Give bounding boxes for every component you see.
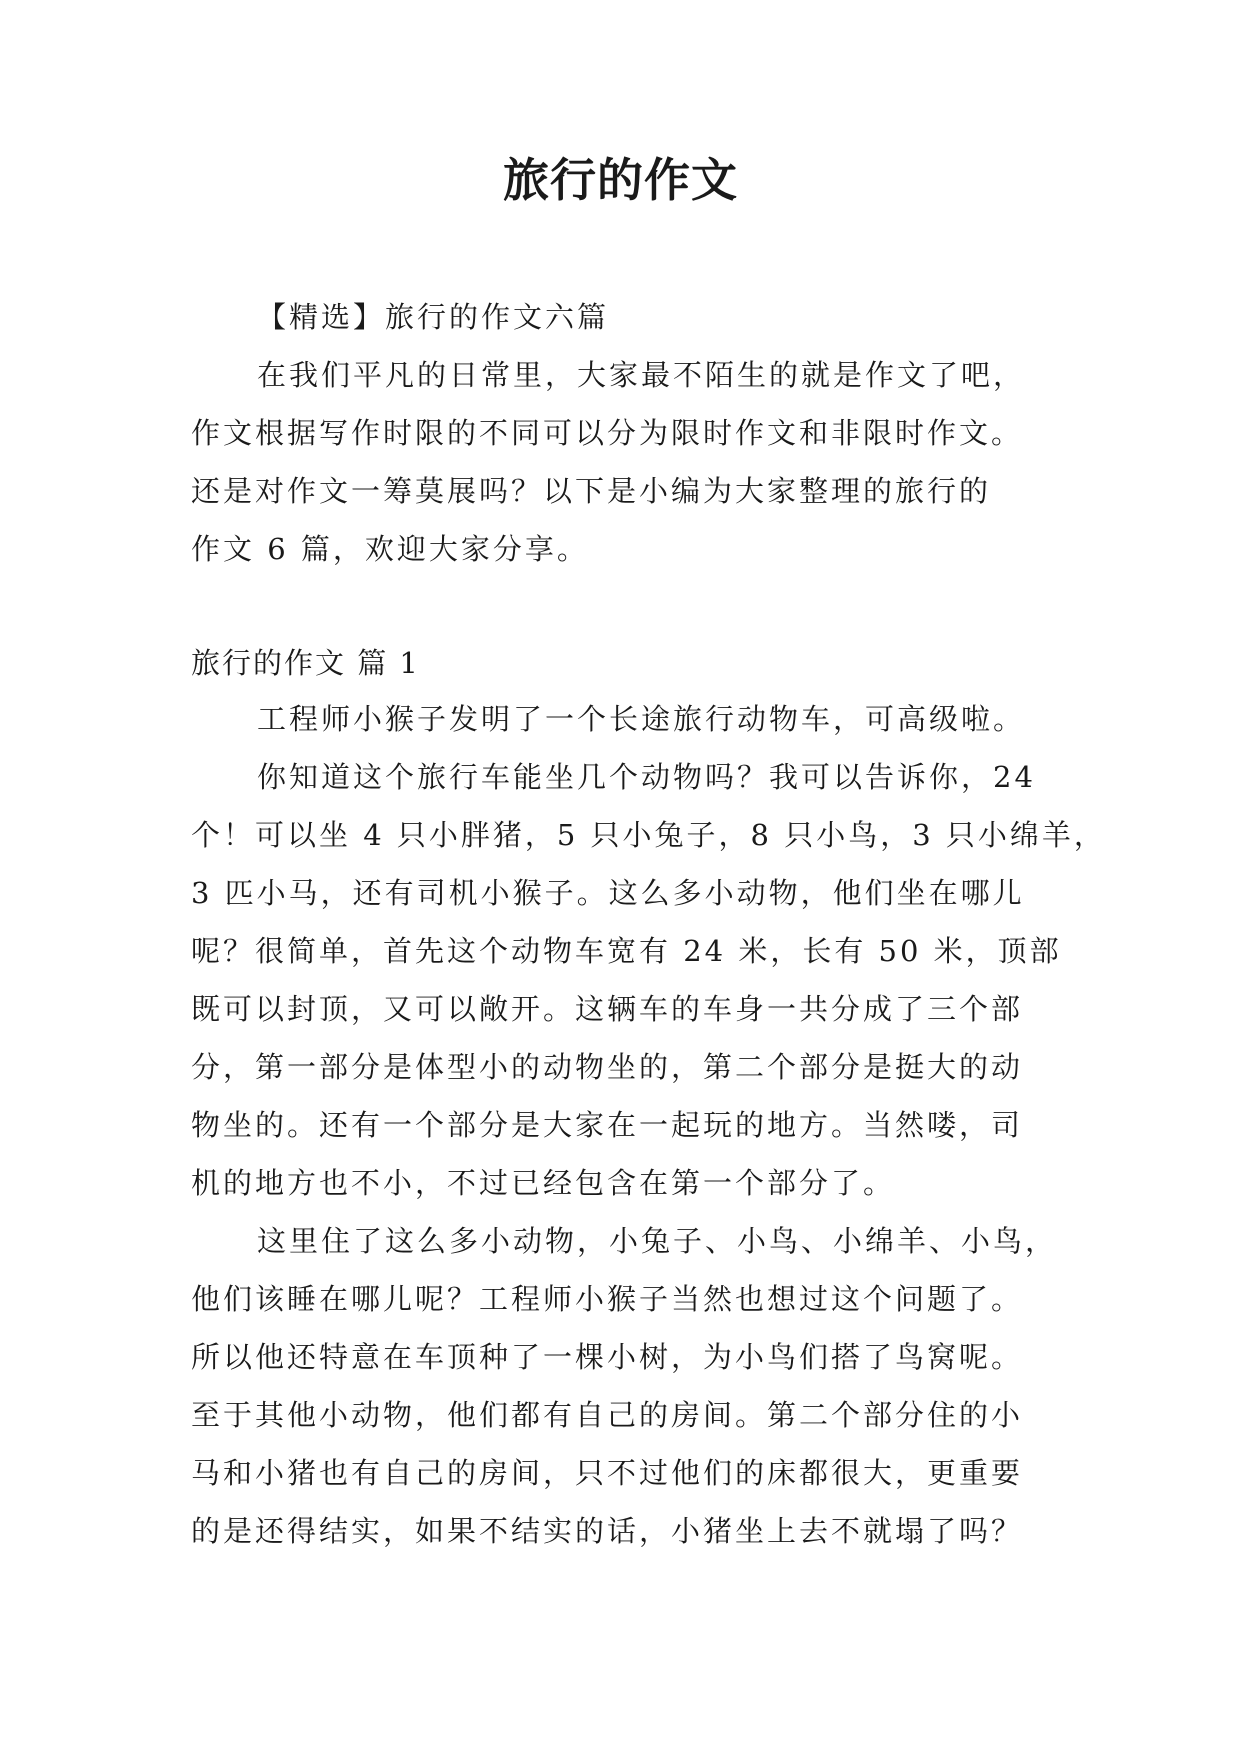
section-heading: 旅行的作文 篇 1 <box>191 646 420 680</box>
text-line: 这里住了这么多小动物，小兔子、小鸟、小绵羊、小鸟， <box>257 1224 1058 1258</box>
paragraph <box>191 1212 1071 1560</box>
intro-line: 在我们平凡的日常里，大家最不陌生的就是作文了吧， <box>257 358 1026 392</box>
text-line: 分，第一部分是体型小的动物坐的，第二个部分是挺大的动 <box>191 1050 1024 1084</box>
intro-line: 还是对作文一筹莫展吗？以下是小编为大家整理的旅行的 <box>191 474 992 508</box>
text-line: 他们该睡在哪儿呢？工程师小猴子当然也想过这个问题了。 <box>191 1282 1024 1316</box>
paragraph <box>191 748 1106 1212</box>
text-line: 的是还得结实，如果不结实的话，小猪坐上去不就塌了吗？ <box>191 1514 1024 1548</box>
text-line: 呢？很简单，首先这个动物车宽有 24 米，长有 50 米，顶部 <box>191 934 1062 968</box>
text-line: 工程师小猴子发明了一个长途旅行动物车，可高级啦。 <box>257 702 1026 736</box>
text-line: 你知道这个旅行车能坐几个动物吗？我可以告诉你，24 <box>257 760 1036 794</box>
paragraph <box>191 690 1071 748</box>
text-line: 物坐的。还有一个部分是大家在一起玩的地方。当然喽，司 <box>191 1108 1024 1142</box>
text-line: 至于其他小动物，他们都有自己的房间。第二个部分住的小 <box>191 1398 1024 1432</box>
intro-line: 作文 6 篇，欢迎大家分享。 <box>191 532 589 566</box>
text-line: 马和小猪也有自己的房间，只不过他们的床都很大，更重要 <box>191 1456 1024 1490</box>
intro-line: 作文根据写作时限的不同可以分为限时作文和非限时作文。 <box>191 416 1024 450</box>
text-line: 所以他还特意在车顶种了一棵小树，为小鸟们搭了鸟窝呢。 <box>191 1340 1024 1374</box>
intro-section <box>191 288 1071 578</box>
text-line: 3 匹小马，还有司机小猴子。这么多小动物，他们坐在哪儿 <box>191 876 1025 910</box>
essay-body <box>191 690 1106 1560</box>
subtitle-line: 【精选】旅行的作文六篇 <box>257 300 610 334</box>
text-line: 个！可以坐 4 只小胖猪，5 只小兔子，8 只小鸟，3 只小绵羊， <box>191 818 1106 852</box>
text-line: 机的地方也不小，不过已经包含在第一个部分了。 <box>191 1166 896 1200</box>
document-title: 旅行的作文 <box>503 153 738 207</box>
text-line: 既可以封顶，又可以敞开。这辆车的车身一共分成了三个部 <box>191 992 1024 1026</box>
